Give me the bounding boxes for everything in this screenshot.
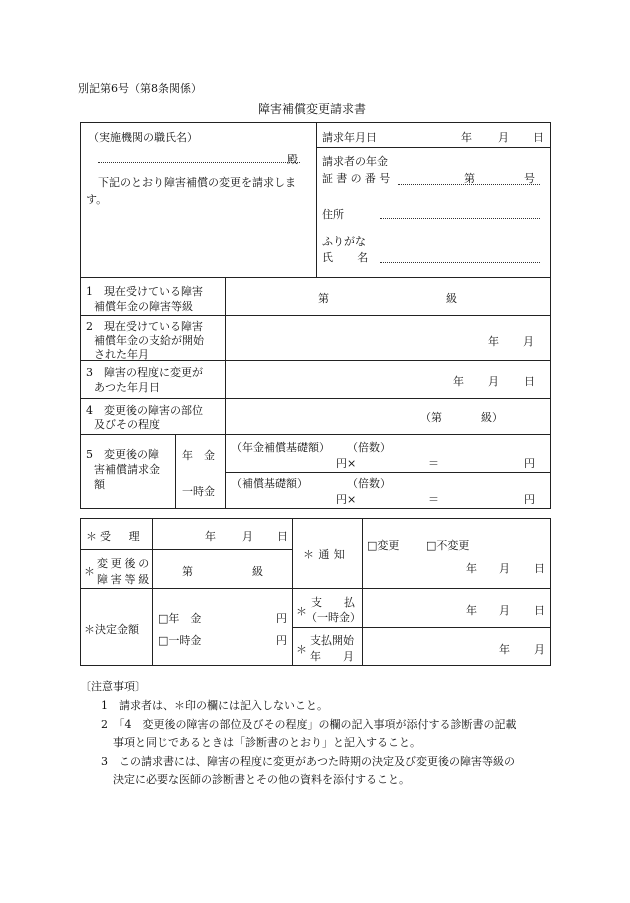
shiharai-star: ＊	[296, 605, 307, 618]
note-1: 1 請求者は、＊印の欄には記入しないこと。	[101, 699, 328, 712]
addressee-field[interactable]	[98, 162, 300, 163]
kaishi-star: ＊	[296, 643, 307, 656]
ichiji-yen: 円	[524, 493, 535, 506]
juri-year: 年	[205, 530, 216, 543]
row3-year: 年	[453, 375, 464, 388]
address-field[interactable]	[380, 218, 540, 219]
row3-label-1: 3 障害の程度に変更が	[86, 366, 203, 379]
row1-label-2: 補償年金の障害等級	[94, 300, 193, 313]
henkougo-label-2: 障害等級	[97, 573, 152, 586]
grade-star: ＊	[84, 565, 95, 578]
tsuchi-year: 年	[466, 562, 477, 575]
request-text-1: 下記のとおり障害補償の変更を請求しま	[98, 176, 296, 189]
row3-day: 日	[524, 375, 535, 388]
row5-label-3: 額	[94, 478, 105, 491]
notes-heading: 〔注意事項〕	[80, 680, 146, 693]
fuhenkou-checkbox[interactable]: □不変更	[426, 539, 470, 552]
kettei-nenkin-checkbox[interactable]: □年 金	[158, 612, 202, 625]
name-label: 氏名	[322, 251, 393, 264]
kaishi-month: 月	[534, 643, 545, 656]
form-title: 障害補償変更請求書	[258, 102, 367, 116]
ichiji-equals: ＝	[428, 493, 439, 506]
honorific: 殿	[287, 153, 298, 166]
row1-dai: 第	[318, 292, 329, 305]
hosho-multiplier-label: （倍数）	[347, 477, 391, 490]
shiharai-label-2: （一時金）	[306, 611, 361, 624]
nenkin-yen-times: 円×	[336, 457, 357, 470]
addressee-label: （実施機関の職氏名）	[88, 131, 198, 144]
tsuchi-label: ＊通知	[303, 548, 350, 561]
grade-kyu: 級	[252, 565, 263, 578]
row1-kyu: 級	[446, 292, 457, 305]
row5-label-1: 5 変更後の障	[86, 448, 159, 461]
kettei-ichiji-checkbox[interactable]: □一時金	[158, 634, 202, 647]
juri-month: 月	[242, 530, 253, 543]
kettei-nenkin-yen: 円	[276, 612, 287, 625]
form-number: 別記第6号（第8条関係）	[78, 82, 202, 95]
row4-dai: （第	[420, 411, 442, 424]
row2-label-1: 2 現在受けている障害	[86, 320, 203, 333]
row4-kyu: 級）	[481, 411, 503, 424]
henkougo-label-1: 変更後の	[97, 557, 152, 570]
request-text-2: す。	[86, 193, 108, 206]
row2-year: 年	[488, 335, 499, 348]
row2-label-2: 補償年金の支給が開始	[94, 334, 204, 347]
request-date-label: 請求年月日	[322, 131, 377, 144]
shiharai-year: 年	[466, 604, 477, 617]
henkou-checkbox[interactable]: □変更	[367, 539, 400, 552]
kettei-ichiji-yen: 円	[276, 634, 287, 647]
kaishi-label-2: 年 月	[310, 650, 354, 663]
furigana-label: ふりがな	[322, 235, 366, 248]
cert-dai: 第	[464, 172, 475, 185]
cert-gou: 号	[524, 172, 535, 185]
row1-label-1: 1 現在受けている障害	[86, 285, 203, 298]
row4-label-2: 及びその程度	[94, 418, 160, 431]
note-2a: 2 「4 変更後の障害の部位及びその程度」の欄の記入事項が添付する診断書の記載	[101, 718, 517, 731]
note-3a: 3 この請求書には、障害の程度に変更があつた時期の決定及び変更後の障害等級の	[101, 755, 515, 768]
nenkin-yen: 円	[524, 457, 535, 470]
juri-label: 受理	[100, 530, 158, 543]
date-day: 日	[533, 131, 544, 144]
tsuchi-month: 月	[499, 562, 510, 575]
kettei-label: ＊決定金額	[84, 623, 139, 636]
note-2b: 事項と同じであるときは「診断書のとおり」と記入すること。	[113, 736, 421, 749]
nenkin-equals: ＝	[428, 457, 439, 470]
kaishi-year: 年	[499, 643, 510, 656]
row5-nenkin: 年 金	[182, 449, 215, 462]
date-month: 月	[498, 131, 509, 144]
note-3b: 決定に必要な医師の診断書とその他の資料を添付すること。	[113, 773, 410, 786]
shiharai-label-1: 支 払	[311, 596, 355, 609]
cert-number-field[interactable]	[398, 184, 540, 185]
pension-cert-label-1: 請求者の年金	[322, 155, 388, 168]
grade-dai: 第	[182, 565, 193, 578]
row5-ichijikin: 一時金	[182, 485, 215, 498]
kaishi-label-1: 支払開始	[310, 634, 354, 647]
pension-cert-label-2: 証書の番号	[322, 172, 394, 185]
juri-star: ＊	[86, 530, 97, 543]
ichiji-yen-times: 円×	[336, 493, 357, 506]
row3-month: 月	[488, 375, 499, 388]
nenkin-multiplier-label: （倍数）	[347, 441, 391, 454]
name-field[interactable]	[380, 262, 540, 263]
shiharai-month: 月	[499, 604, 510, 617]
hosho-base-label: （補償基礎額）	[231, 477, 308, 490]
row3-label-2: あつた年月日	[94, 381, 160, 394]
date-year: 年	[461, 131, 472, 144]
tsuchi-day: 日	[534, 562, 545, 575]
row2-month: 月	[523, 335, 534, 348]
juri-day: 日	[277, 530, 288, 543]
shiharai-day: 日	[534, 604, 545, 617]
row5-label-2: 害補償請求金	[94, 463, 160, 476]
nenkin-base-label: （年金補償基礎額）	[231, 441, 330, 454]
address-label: 住所	[322, 208, 344, 221]
row4-label-1: 4 変更後の障害の部位	[86, 404, 203, 417]
row2-label-3: された年月	[94, 348, 149, 361]
